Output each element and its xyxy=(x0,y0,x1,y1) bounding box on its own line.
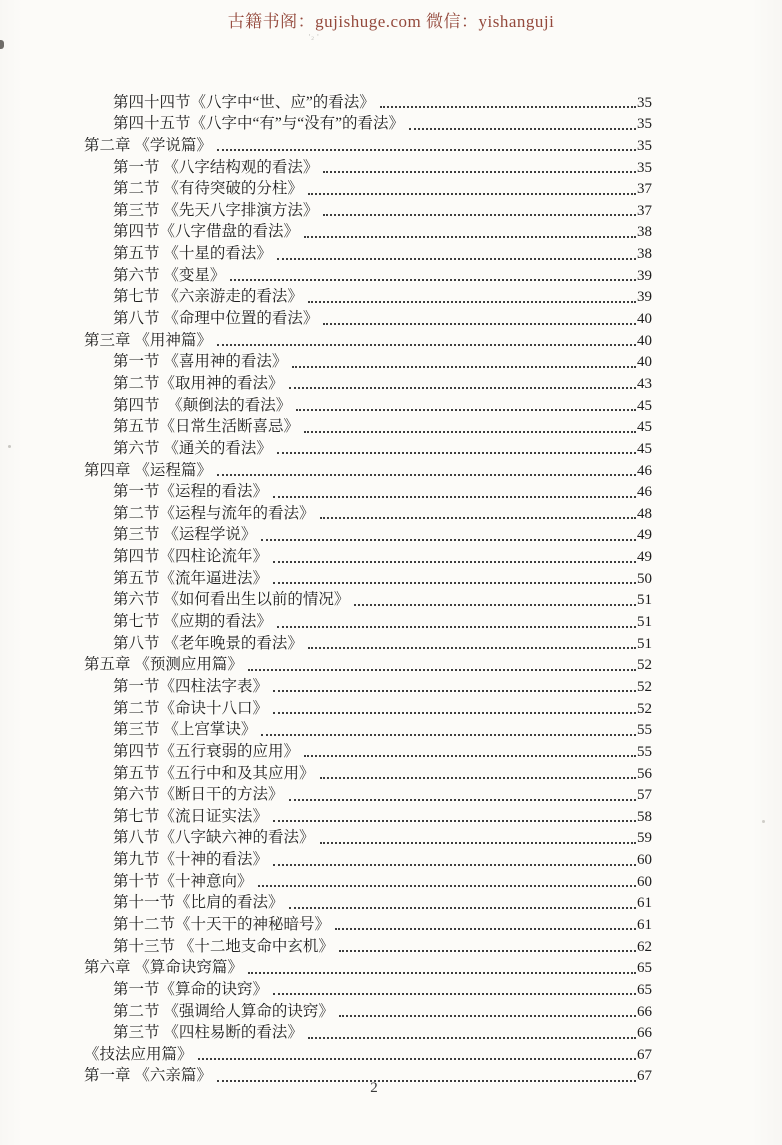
toc-entry-page-number: 35 xyxy=(637,137,652,154)
dot-leader xyxy=(217,149,636,151)
toc-entry-title: 第六节 《变星》 xyxy=(113,266,226,284)
toc-entry-title: 第三章 《用神篇》 xyxy=(84,331,212,349)
toc-entry-title: 第四节《五行衰弱的应用》 xyxy=(113,742,300,760)
toc-entry-page-number: 61 xyxy=(637,916,652,933)
toc-entry xyxy=(84,436,652,458)
toc-entry xyxy=(84,1021,652,1043)
toc-entry-page-number: 51 xyxy=(637,614,652,631)
toc-entry-title: 第六节《断日干的方法》 xyxy=(113,786,284,804)
toc-entry xyxy=(84,956,652,978)
toc-entry-title: 第四节《四柱论流年》 xyxy=(113,548,269,566)
toc-entry-page-number: 58 xyxy=(637,808,652,825)
toc-entry xyxy=(84,609,652,631)
dot-leader xyxy=(320,777,636,779)
toc-entry-page-number: 52 xyxy=(637,678,652,695)
dot-leader xyxy=(273,820,636,822)
toc-entry xyxy=(84,977,652,999)
toc-entry xyxy=(84,458,652,480)
toc-entry-title: 第一章 《六亲篇》 xyxy=(84,1067,212,1085)
dot-leader xyxy=(217,474,636,476)
dot-leader xyxy=(304,431,636,433)
toc-entry xyxy=(84,155,652,177)
dot-leader xyxy=(409,128,636,130)
toc-entry xyxy=(84,674,652,696)
toc-entry-title: 第七节《流日证实法》 xyxy=(113,807,269,825)
toc-entry-page-number: 51 xyxy=(637,635,652,652)
toc-entry xyxy=(84,198,652,220)
toc-entry-title: 第二节《运程与流年的看法》 xyxy=(113,504,315,522)
toc-entry-page-number: 60 xyxy=(637,852,652,869)
dot-leader xyxy=(292,366,636,368)
toc-entry xyxy=(84,653,652,675)
toc-entry-page-number: 52 xyxy=(637,657,652,674)
dot-leader xyxy=(273,496,636,498)
toc-entry-page-number: 40 xyxy=(637,354,652,371)
toc-entry-title: 第四十四节《八字中“世、应”的看法》 xyxy=(113,93,375,111)
toc-entry-page-number: 35 xyxy=(637,116,652,133)
toc-entry xyxy=(84,263,652,285)
toc-entry xyxy=(84,306,652,328)
dot-leader xyxy=(304,236,636,238)
dot-leader xyxy=(289,387,636,389)
toc-entry-title: 第五章 《预测应用篇》 xyxy=(84,656,243,674)
toc-entry-page-number: 67 xyxy=(637,1068,652,1085)
toc-entry-title: 第三节 《运程学说》 xyxy=(113,526,257,544)
dot-leader xyxy=(354,604,636,606)
toc-entry xyxy=(84,501,652,523)
toc-entry-page-number: 40 xyxy=(637,311,652,328)
toc-entry xyxy=(84,371,652,393)
toc-entry-page-number: 49 xyxy=(637,527,652,544)
toc-entry-title: 第三节 《四柱易断的看法》 xyxy=(113,1024,303,1042)
dot-leader xyxy=(320,517,636,519)
toc-entry-page-number: 35 xyxy=(637,159,652,176)
toc-entry xyxy=(84,544,652,566)
toc-entry-page-number: 56 xyxy=(637,765,652,782)
toc-entry-page-number: 37 xyxy=(637,202,652,219)
toc-entry-page-number: 66 xyxy=(637,1025,652,1042)
toc-entry xyxy=(84,285,652,307)
toc-entry-page-number: 59 xyxy=(637,830,652,847)
toc-entry-page-number: 62 xyxy=(637,938,652,955)
toc-entry-page-number: 35 xyxy=(637,94,652,111)
toc-entry-page-number: 66 xyxy=(637,1003,652,1020)
dot-leader xyxy=(261,734,636,736)
toc-entry-title: 第九节《十神的看法》 xyxy=(113,851,269,869)
toc-entry xyxy=(84,566,652,588)
dot-leader xyxy=(323,323,636,325)
toc-entry-page-number: 38 xyxy=(637,246,652,263)
toc-entry-title: 第四十五节《八字中“有”与“没有”的看法》 xyxy=(113,115,405,133)
dot-leader xyxy=(273,993,636,995)
dot-leader xyxy=(339,950,636,952)
dot-leader xyxy=(289,907,636,909)
toc-entry-title: 第三节 《上宫掌诀》 xyxy=(113,721,257,739)
toc-entry-title: 第二节 《强调给人算命的诀窍》 xyxy=(113,1002,334,1020)
toc-entry-title: 第二节《取用神的看法》 xyxy=(113,374,284,392)
toc-entry-title: 第一节《算命的诀窍》 xyxy=(113,980,269,998)
toc-list xyxy=(84,90,652,1085)
toc-entry-title: 第一节 《喜用神的看法》 xyxy=(113,353,288,371)
toc-entry-page-number: 61 xyxy=(637,895,652,912)
toc-entry xyxy=(84,804,652,826)
toc-entry-title: 第六章 《算命诀窍篇》 xyxy=(84,959,243,977)
toc-entry-title: 第十节《十神意向》 xyxy=(113,872,253,890)
toc-entry-title: 第五节 《十星的看法》 xyxy=(113,245,272,263)
toc-entry xyxy=(84,112,652,134)
toc-entry-page-number: 43 xyxy=(637,375,652,392)
toc-entry xyxy=(84,1042,652,1064)
toc-entry-title: 第四节《八字借盘的看法》 xyxy=(113,223,300,241)
toc-entry xyxy=(84,415,652,437)
toc-entry-title: 第五节《五行中和及其应用》 xyxy=(113,764,315,782)
dot-leader xyxy=(277,258,636,260)
toc-entry-page-number: 52 xyxy=(637,700,652,717)
toc-entry-page-number: 55 xyxy=(637,743,652,760)
toc-entry-title: 第八节《八字缺六神的看法》 xyxy=(113,829,315,847)
toc-entry-title: 第八节 《老年晚景的看法》 xyxy=(113,634,303,652)
dot-leader xyxy=(273,712,636,714)
dot-leader xyxy=(273,561,636,563)
toc-entry-page-number: 67 xyxy=(637,1046,652,1063)
toc-entry-title: 第一节 《八字结构观的看法》 xyxy=(113,158,319,176)
toc-entry-page-number: 46 xyxy=(637,484,652,501)
toc-entry-page-number: 45 xyxy=(637,440,652,457)
toc-entry-title: 第一节《四柱法字表》 xyxy=(113,677,269,695)
toc-entry xyxy=(84,739,652,761)
watermark-header: 古籍书阁：gujishuge.com 微信：yishanguji xyxy=(227,12,555,31)
toc-entry xyxy=(84,480,652,502)
toc-entry-title: 第六节 《如何看出生以前的情况》 xyxy=(113,591,350,609)
toc-entry-page-number: 48 xyxy=(637,505,652,522)
dot-leader xyxy=(304,755,636,757)
dot-leader xyxy=(261,539,636,541)
dot-leader xyxy=(273,864,636,866)
toc-entry xyxy=(84,783,652,805)
toc-entry-page-number: 51 xyxy=(637,592,652,609)
toc-entry xyxy=(84,891,652,913)
toc-entry-title: 第十二节《十天干的神秘暗号》 xyxy=(113,915,331,933)
toc-entry xyxy=(84,934,652,956)
toc-entry xyxy=(84,761,652,783)
toc-entry xyxy=(84,826,652,848)
dot-leader xyxy=(277,452,636,454)
toc-entry-title: 第二章 《学说篇》 xyxy=(84,136,212,154)
toc-entry-title: 《技法应用篇》 xyxy=(84,1045,193,1063)
dot-leader xyxy=(273,690,636,692)
toc-entry-title: 第一节《运程的看法》 xyxy=(113,483,269,501)
toc-entry-page-number: 65 xyxy=(637,981,652,998)
toc-entry-page-number: 40 xyxy=(637,332,652,349)
toc-entry-title: 第十一节《比肩的看法》 xyxy=(113,894,284,912)
dot-leader xyxy=(320,842,636,844)
toc-entry-title: 第七节 《六亲游走的看法》 xyxy=(113,288,303,306)
toc-entry-title: 第五节《日常生活断喜忌》 xyxy=(113,418,300,436)
dot-leader xyxy=(277,626,636,628)
dot-leader xyxy=(308,301,636,303)
dot-leader xyxy=(273,582,636,584)
toc-entry-title: 第八节 《命理中位置的看法》 xyxy=(113,310,319,328)
page-number-footer: 2 xyxy=(370,1080,378,1096)
dot-leader xyxy=(335,928,636,930)
toc-entry xyxy=(84,90,652,112)
toc-entry-page-number: 45 xyxy=(637,419,652,436)
toc-entry-page-number: 38 xyxy=(637,224,652,241)
toc-entry-title: 第二节 《有待突破的分柱》 xyxy=(113,180,303,198)
scan-artifact-smudge: ·₂ · xyxy=(308,30,320,40)
toc-entry xyxy=(84,999,652,1021)
toc-entry-title: 第四章 《运程篇》 xyxy=(84,461,212,479)
toc-entry xyxy=(84,177,652,199)
dot-leader xyxy=(248,972,636,974)
toc-entry xyxy=(84,393,652,415)
toc-entry-page-number: 39 xyxy=(637,289,652,306)
toc-entry xyxy=(84,523,652,545)
toc-entry xyxy=(84,847,652,869)
dot-leader xyxy=(323,214,636,216)
dot-leader xyxy=(308,1037,636,1039)
toc-entry-title: 第四节 《颠倒法的看法》 xyxy=(113,396,292,414)
dot-leader xyxy=(308,647,636,649)
toc-entry-title: 第五节《流年逼进法》 xyxy=(113,569,269,587)
toc-entry-page-number: 39 xyxy=(637,267,652,284)
toc-entry-page-number: 45 xyxy=(637,397,652,414)
dot-leader xyxy=(296,409,636,411)
toc-entry-page-number: 49 xyxy=(637,549,652,566)
toc-entry xyxy=(84,220,652,242)
toc-entry xyxy=(84,869,652,891)
toc-entry-title: 第六节 《通关的看法》 xyxy=(113,439,272,457)
toc-entry xyxy=(84,588,652,610)
toc-entry-title: 第七节 《应期的看法》 xyxy=(113,613,272,631)
toc-entry xyxy=(84,718,652,740)
dot-leader xyxy=(230,279,636,281)
toc-entry-title: 第三节 《先天八字排演方法》 xyxy=(113,201,319,219)
dot-leader xyxy=(217,344,636,346)
toc-entry-page-number: 60 xyxy=(637,873,652,890)
dot-leader xyxy=(289,799,636,801)
toc-entry-page-number: 55 xyxy=(637,722,652,739)
toc-entry-page-number: 65 xyxy=(637,960,652,977)
toc-entry xyxy=(84,350,652,372)
dot-leader xyxy=(308,193,636,195)
toc-entry xyxy=(84,696,652,718)
dot-leader xyxy=(198,1058,636,1060)
dot-leader xyxy=(258,885,636,887)
toc-entry xyxy=(84,912,652,934)
dot-leader xyxy=(248,669,636,671)
toc-entry-page-number: 50 xyxy=(637,570,652,587)
toc-entry xyxy=(84,631,652,653)
toc-entry-page-number: 37 xyxy=(637,181,652,198)
dot-leader xyxy=(380,106,636,108)
toc-entry xyxy=(84,328,652,350)
dot-leader xyxy=(339,1015,636,1017)
toc-entry-title: 第十三节 《十二地支命中玄机》 xyxy=(113,937,334,955)
toc-entry xyxy=(84,133,652,155)
toc-entry-title: 第二节《命诀十八口》 xyxy=(113,699,269,717)
toc-entry xyxy=(84,241,652,263)
dot-leader xyxy=(323,171,636,173)
toc-entry-page-number: 46 xyxy=(637,462,652,479)
toc-entry-page-number: 57 xyxy=(637,787,652,804)
